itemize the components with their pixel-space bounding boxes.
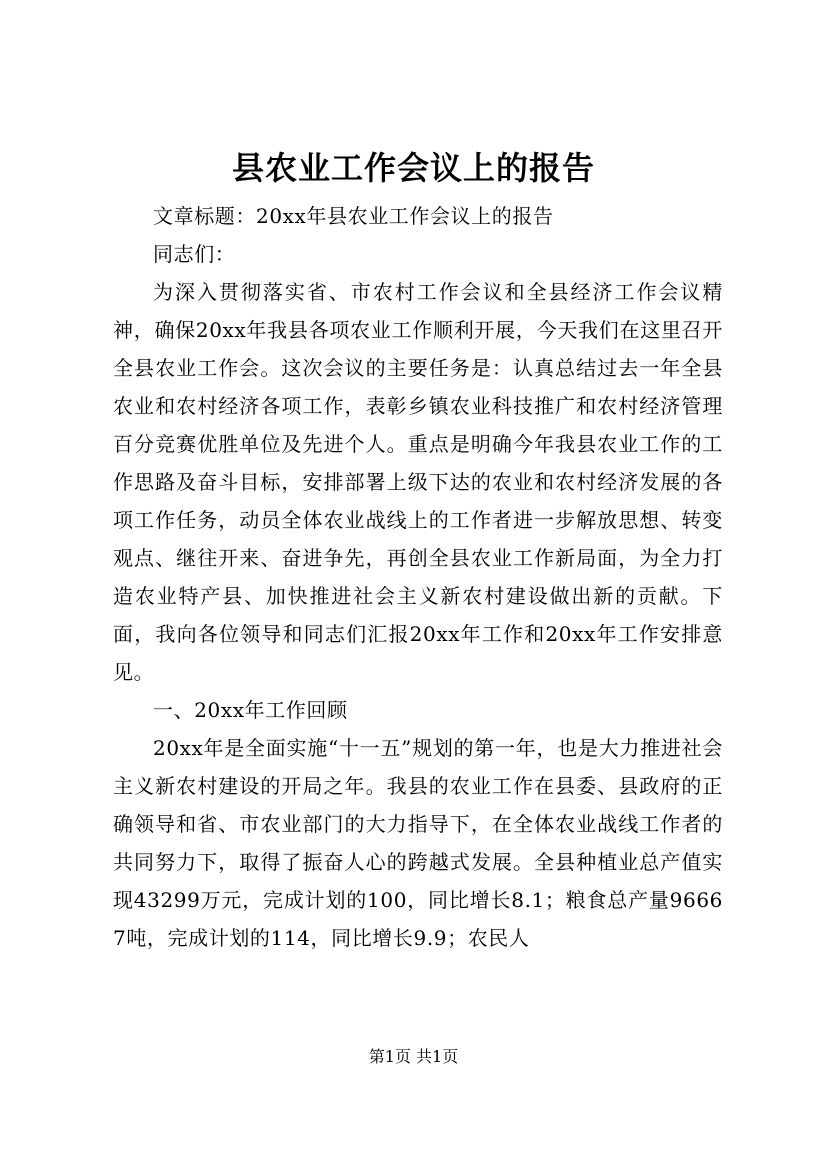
document-title: 县农业工作会议上的报告 bbox=[231, 149, 595, 187]
salutation: 同志们： bbox=[153, 242, 236, 266]
intro-paragraph: 为深入贯彻落实省、市农村工作会议和全县经济工作会议精神，确保20xx年我县各项农业工作顺利开展，今天我们在这里召开全县农业工作会。这次会议的主要任务是：认真总结过去一年全县农业和农村经济各项工作，表彰乡镇农业科技推广和农村经济管理百分竞赛优胜单位及先进个人。重点是明确今年我县农业工作的工作思路及奋斗目标，安排部署上级下达的农业和农村经济发展的各项工作任务，动员全体农业战线上的工作者进一步解放思想、转变观点、继往开来、奋进争先，再创全县农业工作新局面，为全力打造农业特产县、加快推进社会主义新农村建设做出新的贡献。下面，我向各位领导和同志们汇报20xx年工作和20xx年工作安排意见。 bbox=[113, 280, 723, 684]
section-heading: 一、20xx年工作回顾 bbox=[153, 698, 348, 722]
article-title-line: 文章标题：20xx年县农业工作会议上的报告 bbox=[153, 204, 554, 228]
page-footer: 第1页 共1页 bbox=[368, 1047, 459, 1066]
review-paragraph: 20xx年是全面实施“十一五”规划的第一年，也是大力推进社会主义新农村建设的开局之年。我县的农业工作在县委、县政府的正确领导和省、市农业部门的大力指导下，在全体农业战线工作者的共同努力下，取得了振奋人心的跨越式发展。全县种植业总产值实现43299万元，完成计划的100，同比增长8.1；粮食总产量96667吨，完成计划的114，同比增长9.9；农民人 bbox=[113, 736, 723, 950]
document-body bbox=[113, 197, 723, 957]
